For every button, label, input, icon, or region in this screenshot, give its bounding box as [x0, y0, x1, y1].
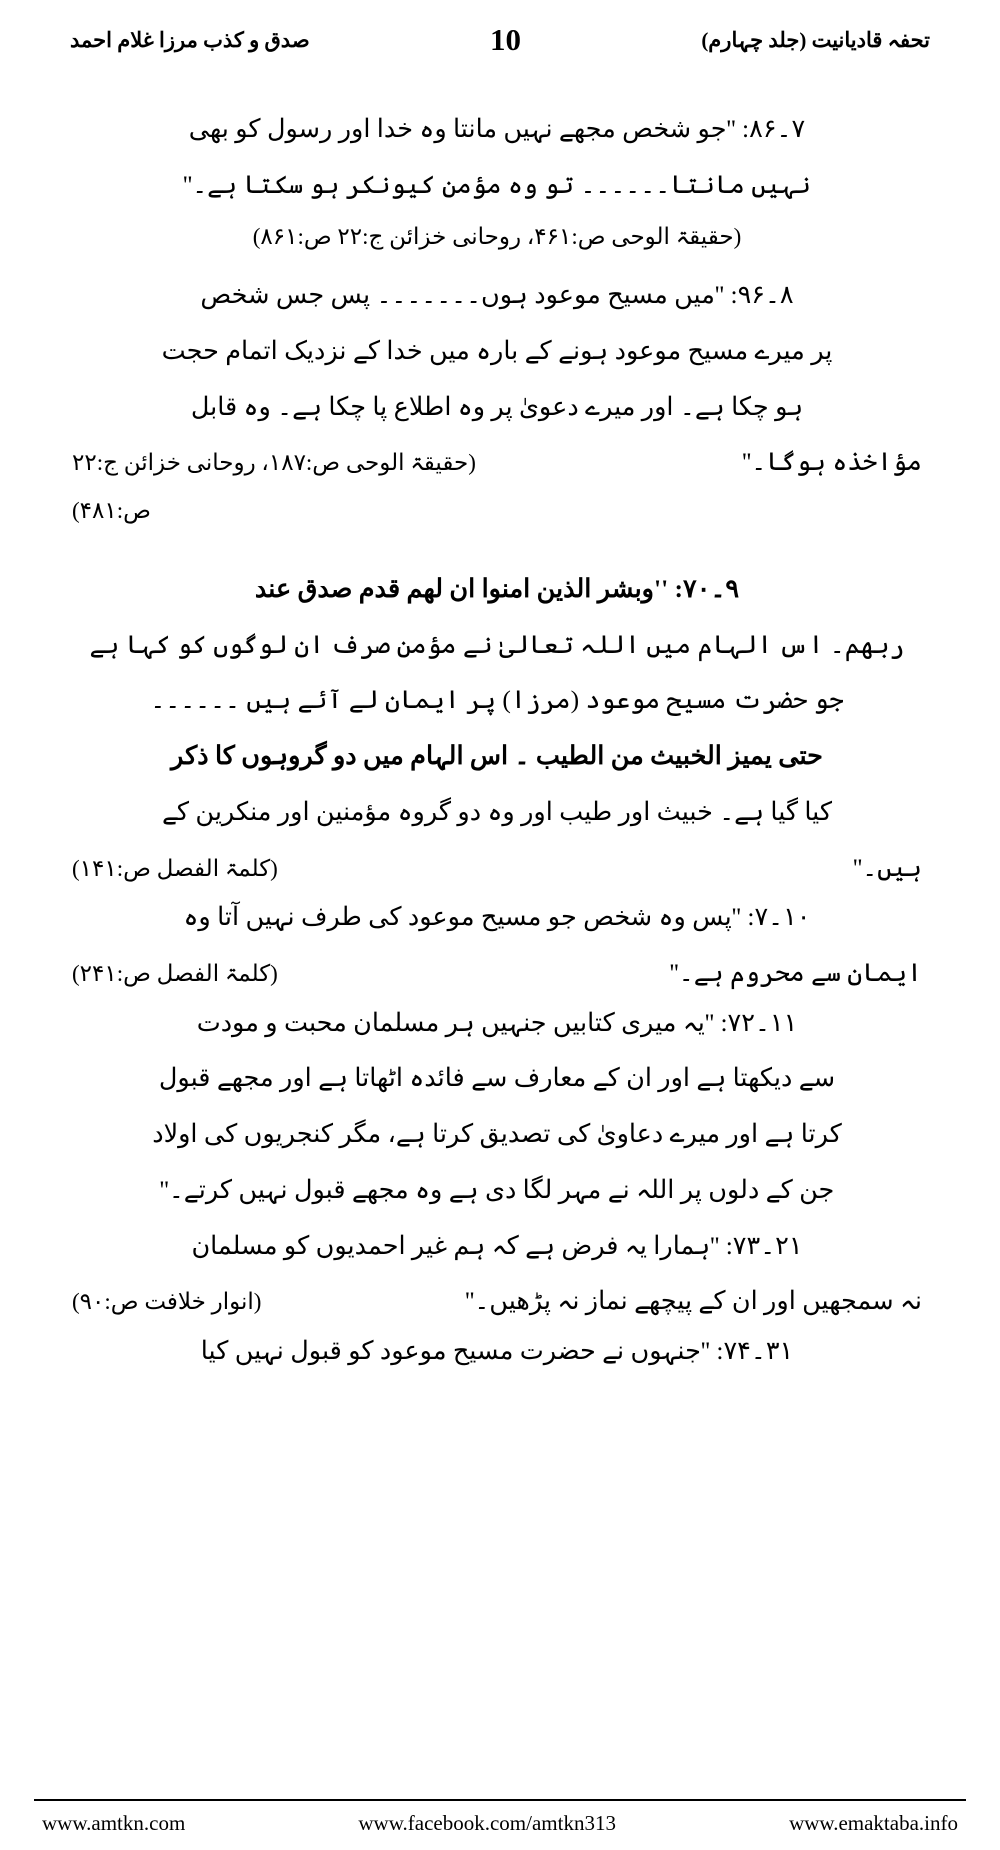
reference-citation: (انوار خلافت ص:۹۰): [72, 1289, 262, 1315]
page-header: [0, 0, 1000, 58]
quote-block-74: [72, 1326, 922, 1376]
quote-line-tail: نہ سمجھیں اور ان کے پیچھے نماز نہ پڑھیں۔'': [465, 1286, 922, 1316]
quote-block-73: [72, 1221, 922, 1326]
page-number: 10: [489, 22, 521, 57]
quote-block-72: [72, 998, 922, 1215]
quote-line: ہو چکا ہے۔ اور میرے دعویٰ پر وہ اطلاع پا چکا ہے۔ وہ قابل: [190, 391, 804, 421]
reference-citation: (حقیقۃ الوحی ص:۴۶۱، روحانی خزائن ج:۲۲ ص:۸۶۱): [252, 224, 742, 250]
quote-line: ربھم۔ اس الہام میں اللہ تعالیٰ نے مؤمن صرف ان لوگوں کو کہا ہے: [89, 629, 905, 659]
quote-line: جو حضرت مسیح موعود (مرزا) پر ایمان لے آئے ہیں ۔۔۔۔۔۔: [150, 685, 844, 715]
reference-citation: (کلمۃ الفصل ص:۱۴۱): [72, 855, 278, 881]
footer-divider: [34, 1799, 966, 1801]
quote-reference-row: [72, 948, 922, 998]
quote-line: کیا گیا ہے۔ خبیث اور طیب اور وہ دو گروہ مؤمنین اور منکرین کے: [161, 796, 833, 826]
reference-citation: (کلمۃ الفصل ص:۲۴۱): [72, 961, 278, 987]
quote-reference-row: [72, 1276, 922, 1326]
quote-line: ۲۱۔۷۳: ''ہمارا یہ فرض ہے کہ ہم غیر احمدیوں کو مسلمان: [191, 1230, 803, 1260]
quote-reference-row: [72, 843, 922, 893]
footer-link-facebook[interactable]: www.facebook.com/amtkn313: [358, 1811, 616, 1835]
quote-line: پر میرے مسیح موعود ہونے کے بارہ میں خدا کے نزدیک اتمام حجت: [161, 336, 833, 365]
quote-line: ۱۰۔۷: ''پس وہ شخص جو مسیح موعود کی طرف نہیں آتا وہ: [183, 902, 811, 932]
quote-line-tail: مؤاخذہ ہوگا۔'': [742, 447, 922, 477]
quote-block-70: [72, 564, 922, 892]
header-right-title: تحفہ قادیانیت (جلد چہارم): [701, 27, 930, 52]
quote-line-tail: ایمان سے محروم ہے۔'': [669, 958, 922, 988]
reference-citation: (حقیقۃ الوحی ص:۱۸۷، روحانی خزائن ج:۲۲: [72, 450, 476, 476]
quote-line: ۷۔۸۶: ''جو شخص مجھے نہیں مانتا وہ خدا اور رسول کو بھی: [188, 114, 806, 143]
quote-line: جن کے دلوں پر اللہ نے مہر لگا دی ہے وہ مجھے قبول نہیں کرتے۔'': [159, 1174, 835, 1204]
quote-line: ۸۔۹۶: ''میں مسیح موعود ہوں۔۔۔۔۔۔۔ پس جس شخص: [200, 280, 794, 310]
page-body: [0, 58, 1000, 1376]
quote-line: ۱۱۔۷۲: ''یہ میری کتابیں جنہیں ہر مسلمان محبت و مودت: [196, 1007, 798, 1037]
footer-link-emaktaba[interactable]: www.emaktaba.info: [789, 1811, 958, 1835]
quote-line-tail: ہیں۔'': [853, 852, 922, 882]
reference-citation-tail: ص:۴۸۱): [72, 498, 151, 524]
quote-line: سے دیکھتا ہے اور ان کے معارف سے فائدہ اٹھاتا ہے اور مجھے قبول: [158, 1063, 836, 1093]
footer-link-amtkn[interactable]: www.amtkn.com: [42, 1811, 186, 1835]
quote-line: نہیں مانتا۔۔۔۔۔۔ تو وہ مؤمن کیونکر ہو سکتا ہے۔'': [183, 169, 811, 199]
page-footer: [0, 1799, 1000, 1850]
quote-line: ۹۔۷۰: ''وبشر الذین امنوا ان لهم قدم صدق عند: [254, 574, 740, 603]
header-left-title: صدق و کذب مرزا غلام احمد: [70, 27, 310, 52]
quote-block-86: [72, 104, 922, 260]
quote-reference-row: [72, 437, 922, 487]
quote-line: کرتا ہے اور میرے دعاویٰ کی تصدیق کرتا ہے، مگر کنجریوں کی اولاد: [152, 1119, 842, 1149]
quote-block-70b: [72, 892, 922, 997]
quote-line: ۳۱۔۷۴: ''جنہوں نے حضرت مسیح موعود کو قبول نہیں کیا: [200, 1336, 794, 1366]
quote-block-96: [72, 270, 922, 534]
quote-line: حتی یمیز الخبیث من الطیب ۔ اس الہام میں دو گروہوں کا ذکر: [171, 741, 823, 771]
